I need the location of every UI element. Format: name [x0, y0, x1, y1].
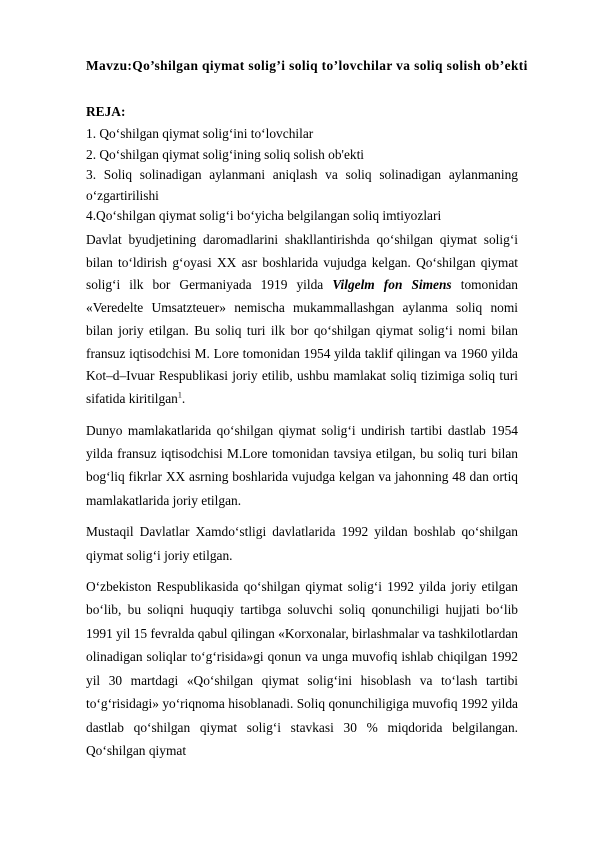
plan-item: 2. Qo‘shilgan qiymat solig‘ining soliq solish ob'ekti [86, 146, 365, 162]
paragraph-end: . [181, 390, 186, 406]
paragraph-text: Davlat byudjetining daromadlarini shakllantirishda qo‘shilgan qiymat solig‘i bilan to‘ldirish g‘oyasi XX asr boshlarida vujudga kelgan. Qo‘shilgan qiymat solig‘i ilk bor Germaniyada 1919 yilda [86, 232, 518, 293]
person-name: Vilgelm fon Simens [332, 277, 452, 293]
document-title: Mavzu:Qo’shilgan qiymat solig’i soliq to’lovchilar va soliq solish ob’ekti [86, 58, 528, 73]
paragraph-text: tomonidan «Veredelte Umsatzteuer» nemischa mukammallashgan aylanma soliq nomi bilan joriy etilgan. Bu soliq turi ilk bor qo‘shilgan qiymat solig‘i nomi bilan fransuz iqtisodchisi M. Lore tomonidan 1954 yilda taklif qilingan va 1960 yilda Kot–d–Ivuar Respublikasi joriy etilib, ushbu mamlakat soliq tizimiga soliq turi sifatida kiritilgan [86, 277, 519, 406]
paragraph-history [86, 229, 518, 411]
plan-heading: REJA: [86, 104, 126, 119]
plan-item: 1. Qo‘shilgan qiymat solig‘ini to‘lovchilar [86, 126, 314, 141]
plan-item: 4.Qo‘shilgan qiymat solig‘i bo‘yicha belgilangan soliq imtiyozlari [86, 208, 442, 224]
paragraph-world: Dunyo mamlakatlarida qo‘shilgan qiymat solig‘i undirish tartibi dastlab 1954 yilda fransuz iqtisodchisi M.Lore tomonidan tavsiya etilgan, bu soliq turi bilan bog‘liq fikrlar XX asrning boshlarida vujudga kelgan va jahonning 48 dan ortiq mamlakatlarida joriy etilgan. [86, 422, 518, 508]
footnote-marker[interactable]: 1 [177, 390, 182, 400]
plan-list [86, 124, 518, 227]
paragraph-uzbekistan: O‘zbekiston Respublikasida qo‘shilgan qiymat solig‘i 1992 yilda joriy etilgan bo‘lib, bu soliqni huquqiy tartibga soluvchi soliq qonunchiligi hujjati bo‘lib 1991 yil 15 fevralda qabul qilingan «Korxonalar, birlashmalar va tashkilotlardan olinadigan soliqlar to‘g‘risida»gi qonun va unga muvofiq ishlab chiqilgan 1992 yil 30 martdagi «Qo‘shilgan qiymat solig‘ini hisoblash va to‘lash tartibi to‘g‘risidagi» yo‘riqnoma hisoblanadi. Soliq qonunchiligiga muvofiq 1992 yilda dastlab qo‘shilgan qiymat solig‘i stavkasi 30 % miqdorida belgilangan. Qo‘shilgan qiymat [86, 579, 518, 758]
paragraph-cis: Mustaqil Davlatlar Xamdo‘stligi davlatlarida 1992 yildan boshlab qo‘shilgan qiymat solig‘i joriy etilgan. [86, 524, 518, 563]
plan-item: 3. Soliq solinadigan aylanmani aniqlash va soliq solinadigan aylanmaning o‘zgartirilishi [86, 167, 518, 203]
document-body [86, 229, 518, 770]
